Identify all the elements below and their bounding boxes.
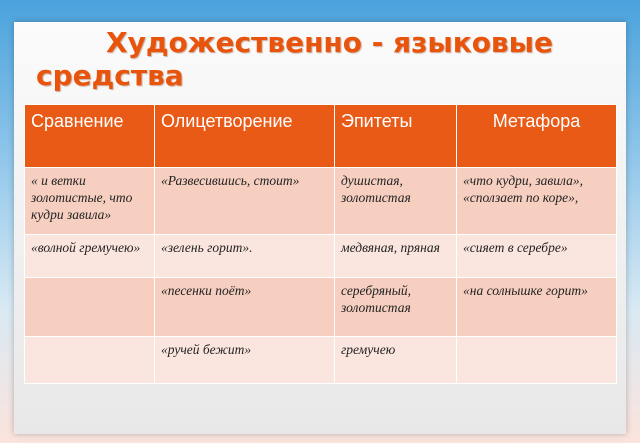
table-cell	[457, 337, 617, 384]
table-cell: « и ветки золотистые, что кудри завила»	[25, 168, 155, 235]
table-cell	[25, 337, 155, 384]
column-header-personification: Олицетворение	[155, 105, 335, 168]
table-cell: серебряный, золотистая	[335, 278, 457, 337]
table-cell: «песенки поёт»	[155, 278, 335, 337]
table-header-row	[25, 105, 617, 168]
table-cell: «Развесившись, стоит»	[155, 168, 335, 235]
table-row	[25, 278, 617, 337]
table-row	[25, 235, 617, 278]
table-row	[25, 168, 617, 235]
table-cell: душистая, золотистая	[335, 168, 457, 235]
column-header-epithets: Эпитеты	[335, 105, 457, 168]
table-cell: гремучею	[335, 337, 457, 384]
table-cell: «что кудри, завила», «сползает по коре»,	[457, 168, 617, 235]
slide	[14, 22, 626, 434]
table-cell: «волной гремучею»	[25, 235, 155, 278]
table-cell: «зелень горит».	[155, 235, 335, 278]
slide-title: Художественно - языковые средства	[36, 26, 553, 92]
devices-table	[24, 104, 617, 384]
table-cell: медвяная, пряная	[335, 235, 457, 278]
table-cell	[25, 278, 155, 337]
table-row	[25, 337, 617, 384]
table-cell: «сияет в серебре»	[457, 235, 617, 278]
column-header-comparison: Сравнение	[25, 105, 155, 168]
column-header-metaphor: Метафора	[457, 105, 617, 168]
table-cell: «ручей бежит»	[155, 337, 335, 384]
table-cell: «на солнышке горит»	[457, 278, 617, 337]
